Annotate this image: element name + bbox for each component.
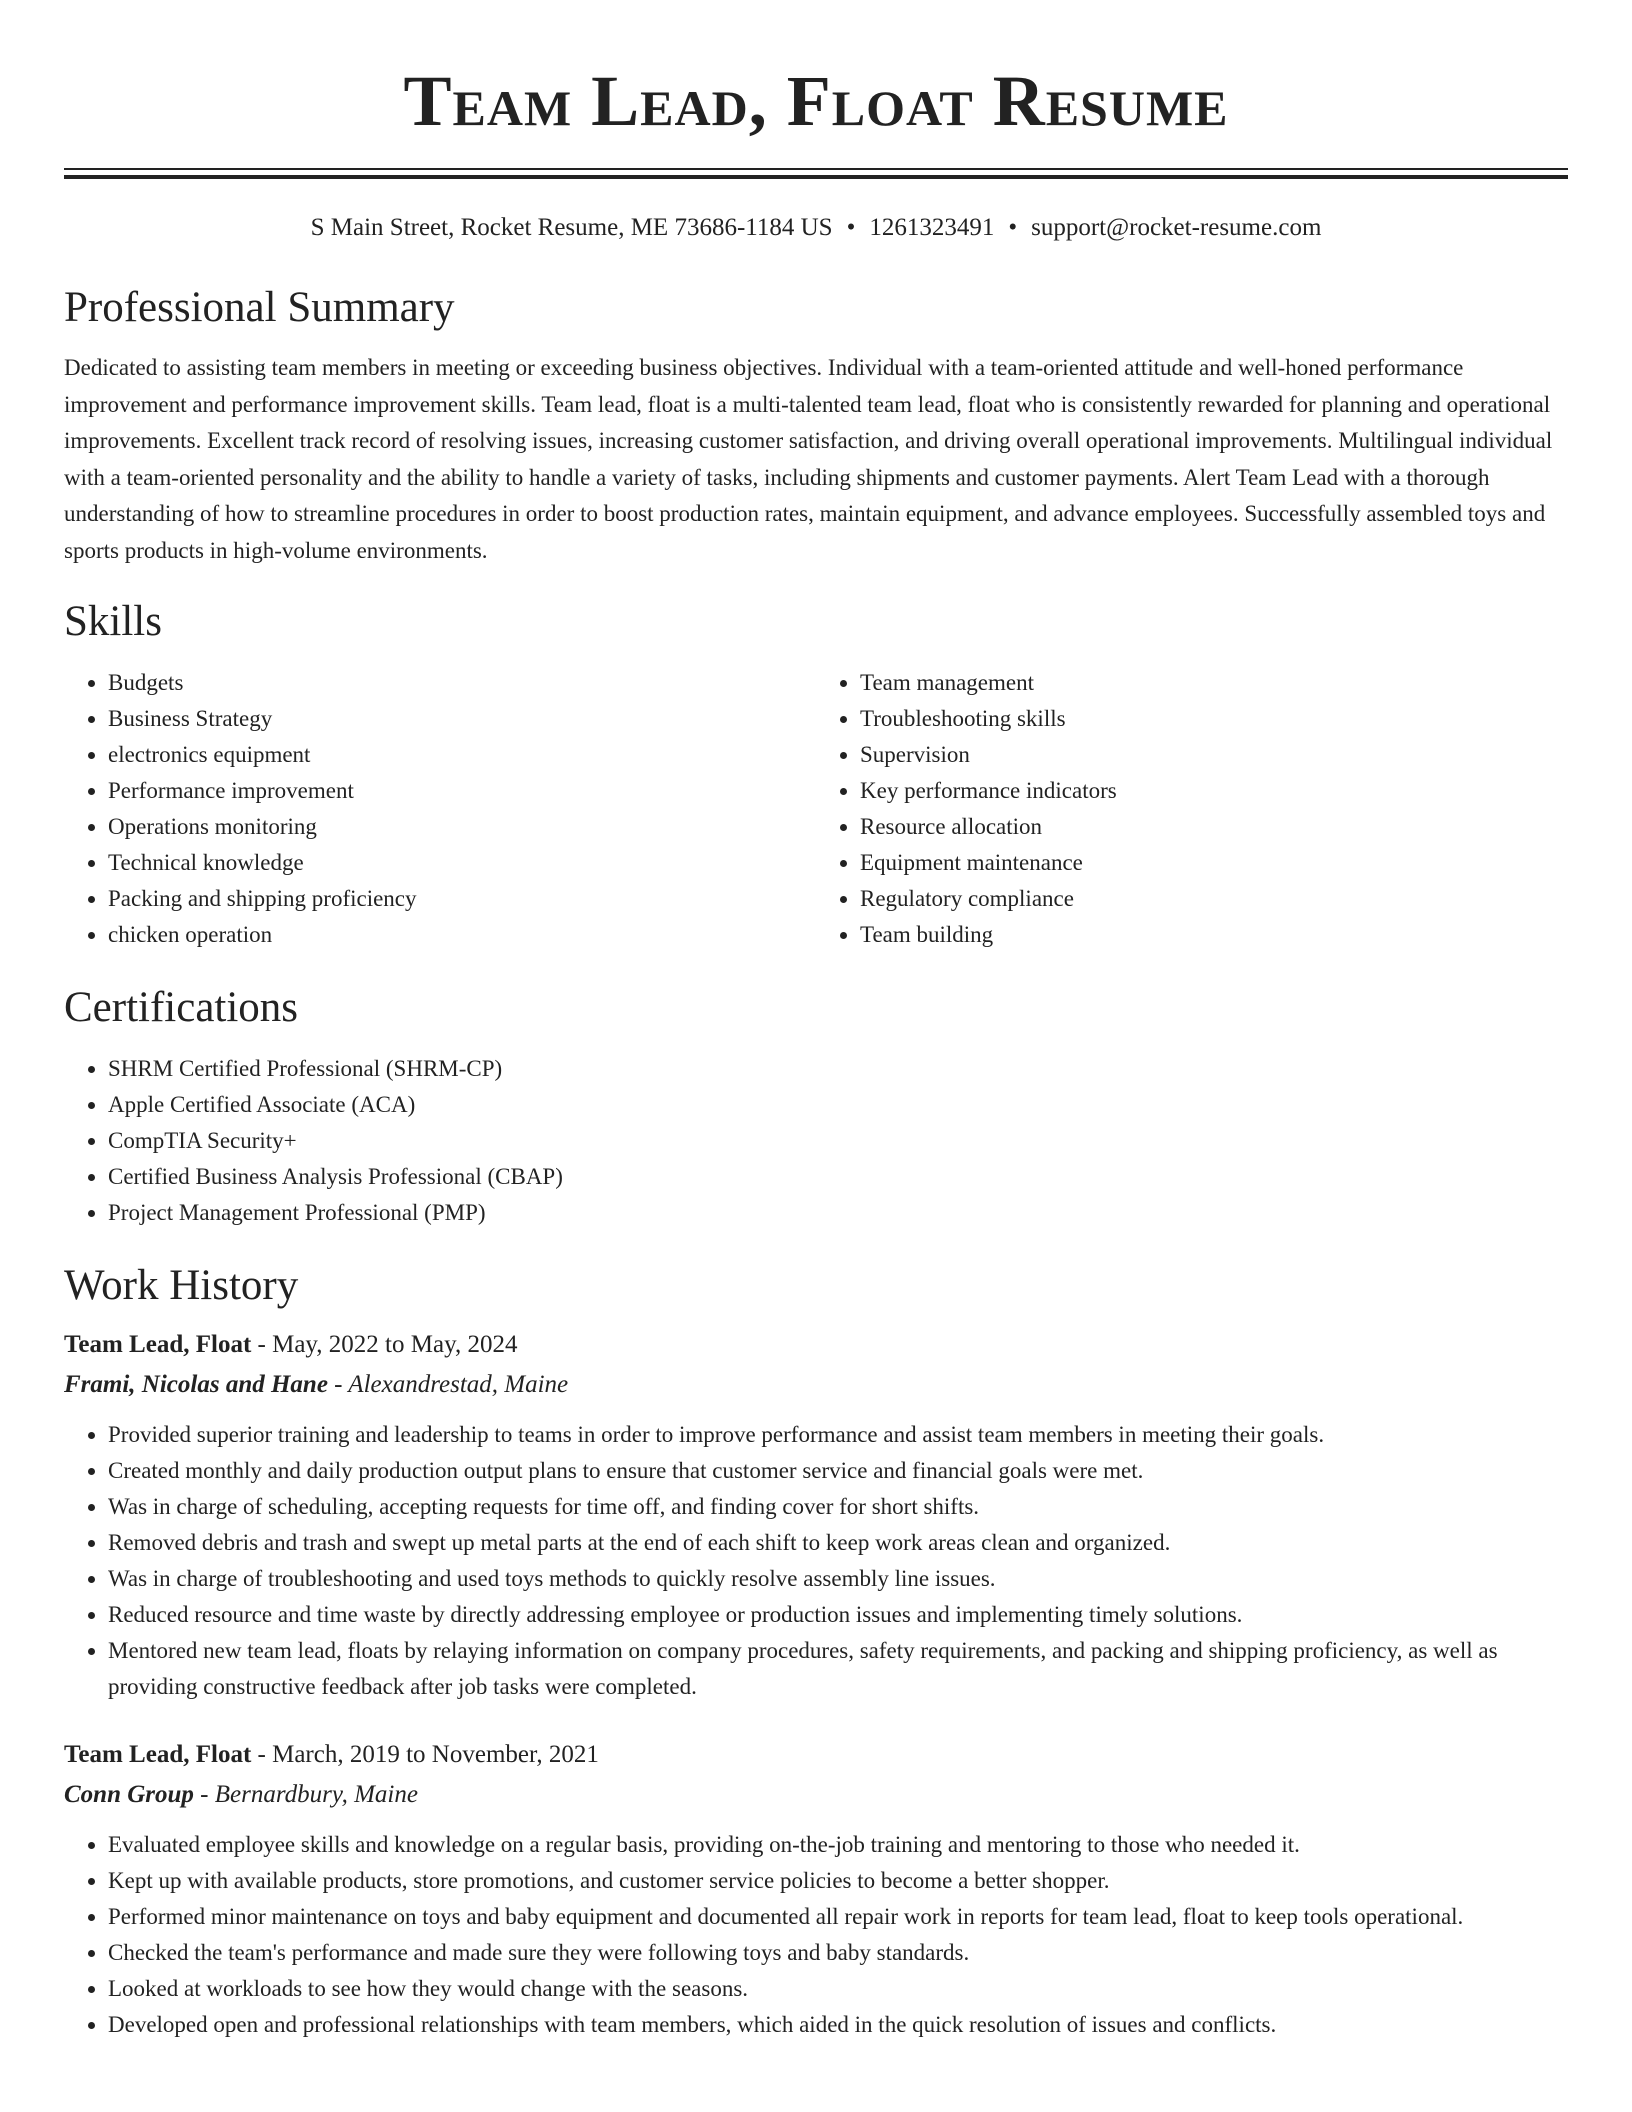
skills-list-right bbox=[816, 665, 1568, 953]
job-bullet: • Looked at workloads to see how they would change with the seasons. bbox=[108, 1971, 1568, 2007]
job-bullet: • Developed open and professional relationships with team members, which aided in the quick resolution of issues and conflicts. bbox=[108, 2007, 1568, 2043]
title-divider-thin bbox=[64, 168, 1568, 170]
certification-item: • CompTIA Security+ bbox=[108, 1123, 1568, 1159]
job-title: Team Lead, Float bbox=[64, 1741, 252, 1768]
job-bullet: • Checked the team's performance and made sure they were following toys and baby standards. bbox=[108, 1935, 1568, 1971]
skill-item: • Team building bbox=[860, 917, 1568, 953]
contact-address: S Main Street, Rocket Resume, ME 73686-1184 US bbox=[310, 214, 833, 241]
job-bullets bbox=[64, 1417, 1568, 1705]
job-title: Team Lead, Float bbox=[64, 1331, 252, 1358]
certifications-list bbox=[64, 1051, 1568, 1231]
skill-item: • Business Strategy bbox=[108, 701, 816, 737]
skill-item: • Regulatory compliance bbox=[860, 881, 1568, 917]
skills-list-left bbox=[64, 665, 816, 953]
job-bullet: • Evaluated employee skills and knowledge on a regular basis, providing on-the-job training and mentoring to those who needed it. bbox=[108, 1827, 1568, 1863]
contact-separator: • bbox=[1008, 214, 1018, 241]
resume-page bbox=[64, 0, 1568, 2043]
job-location: - Bernardbury, Maine bbox=[193, 1781, 418, 1808]
job-bullet: • Created monthly and daily production output plans to ensure that customer service and financial goals were met. bbox=[108, 1453, 1568, 1489]
certification-item: • SHRM Certified Professional (SHRM-CP) bbox=[108, 1051, 1568, 1087]
job-bullet: • Reduced resource and time waste by directly addressing employee or production issues and implementing timely solutions. bbox=[108, 1597, 1568, 1633]
skill-item: • Key performance indicators bbox=[860, 773, 1568, 809]
skill-item: • Technical knowledge bbox=[108, 845, 816, 881]
job-bullet: • Removed debris and trash and swept up metal parts at the end of each shift to keep work areas clean and organized. bbox=[108, 1525, 1568, 1561]
skill-item: • chicken operation bbox=[108, 917, 816, 953]
summary-heading: Professional Summary bbox=[64, 284, 455, 331]
skill-item: • Equipment maintenance bbox=[860, 845, 1568, 881]
certification-item: • Certified Business Analysis Professional (CBAP) bbox=[108, 1159, 1568, 1195]
job-entry bbox=[64, 1325, 1568, 1705]
skill-item: • Resource allocation bbox=[860, 809, 1568, 845]
job-bullet: • Mentored new team lead, floats by relaying information on company procedures, safety requirements, and packing and shipping proficiency, as well as providing constructive feedback after job tasks were completed. bbox=[108, 1633, 1568, 1705]
job-bullet: • Performed minor maintenance on toys and baby equipment and documented all repair work in reports for team lead, float to keep tools operational. bbox=[108, 1899, 1568, 1935]
job-bullet: • Provided superior training and leadership to teams in order to improve performance and assist team members in meeting their goals. bbox=[108, 1417, 1568, 1453]
job-bullets bbox=[64, 1827, 1568, 2043]
work-history-heading: Work History bbox=[64, 1262, 299, 1309]
certifications-heading: Certifications bbox=[64, 984, 299, 1031]
job-dates: - March, 2019 to November, 2021 bbox=[251, 1741, 599, 1768]
certification-item: • Apple Certified Associate (ACA) bbox=[108, 1087, 1568, 1123]
certification-item: • Project Management Professional (PMP) bbox=[108, 1195, 1568, 1231]
job-bullet: • Was in charge of scheduling, accepting requests for time off, and finding cover for short shifts. bbox=[108, 1489, 1568, 1525]
contact-separator: • bbox=[846, 214, 856, 241]
job-company: Conn Group bbox=[64, 1781, 194, 1808]
skill-item: • Operations monitoring bbox=[108, 809, 816, 845]
skill-item: • Supervision bbox=[860, 737, 1568, 773]
contact-phone: 1261323491 bbox=[869, 214, 995, 241]
skill-item: • Troubleshooting skills bbox=[860, 701, 1568, 737]
job-bullet: • Was in charge of troubleshooting and used toys methods to quickly resolve assembly line issues. bbox=[108, 1561, 1568, 1597]
job-company-line bbox=[64, 1365, 1568, 1405]
job-company-line bbox=[64, 1775, 1568, 1815]
resume-title: Team Lead, Float Resume bbox=[403, 61, 1229, 141]
job-title-line bbox=[64, 1735, 1568, 1775]
job-dates: - May, 2022 to May, 2024 bbox=[251, 1331, 518, 1358]
skill-item: • Team management bbox=[860, 665, 1568, 701]
skill-item: • Packing and shipping proficiency bbox=[108, 881, 816, 917]
skill-item: • electronics equipment bbox=[108, 737, 816, 773]
contact-email: support@rocket-resume.com bbox=[1031, 214, 1322, 241]
job-title-line bbox=[64, 1325, 1568, 1365]
contact-line bbox=[64, 213, 1568, 243]
skills-heading: Skills bbox=[64, 598, 162, 645]
job-location: - Alexandrestad, Maine bbox=[327, 1371, 569, 1398]
summary-text: Dedicated to assisting team members in meeting or exceeding business objectives. Individual with a team-oriented attitude and well-honed performance improvement and performance improvement skills. Team lead, float is a multi-talented team lead, float who is consistently rewarded for planning and operational improvements. Excellent track record of resolving issues, increasing customer satisfaction, and driving overall operational improvements. Multilingual individual with a team-oriented personality and the ability to handle a variety of tasks, including shipments and customer payments. Alert Team Lead with a thorough understanding of how to streamline procedures in order to boost production rates, maintain equipment, and advance employees. Successfully assembled toys and sports products in high-volume environments. bbox=[64, 355, 1553, 563]
job-entry bbox=[64, 1735, 1568, 2043]
skills-columns bbox=[64, 665, 1568, 953]
job-company: Frami, Nicolas and Hane bbox=[64, 1371, 328, 1398]
job-bullet: • Kept up with available products, store promotions, and customer service policies to become a better shopper. bbox=[108, 1863, 1568, 1899]
skill-item: • Performance improvement bbox=[108, 773, 816, 809]
skill-item: • Budgets bbox=[108, 665, 816, 701]
title-divider-thick bbox=[64, 175, 1568, 179]
